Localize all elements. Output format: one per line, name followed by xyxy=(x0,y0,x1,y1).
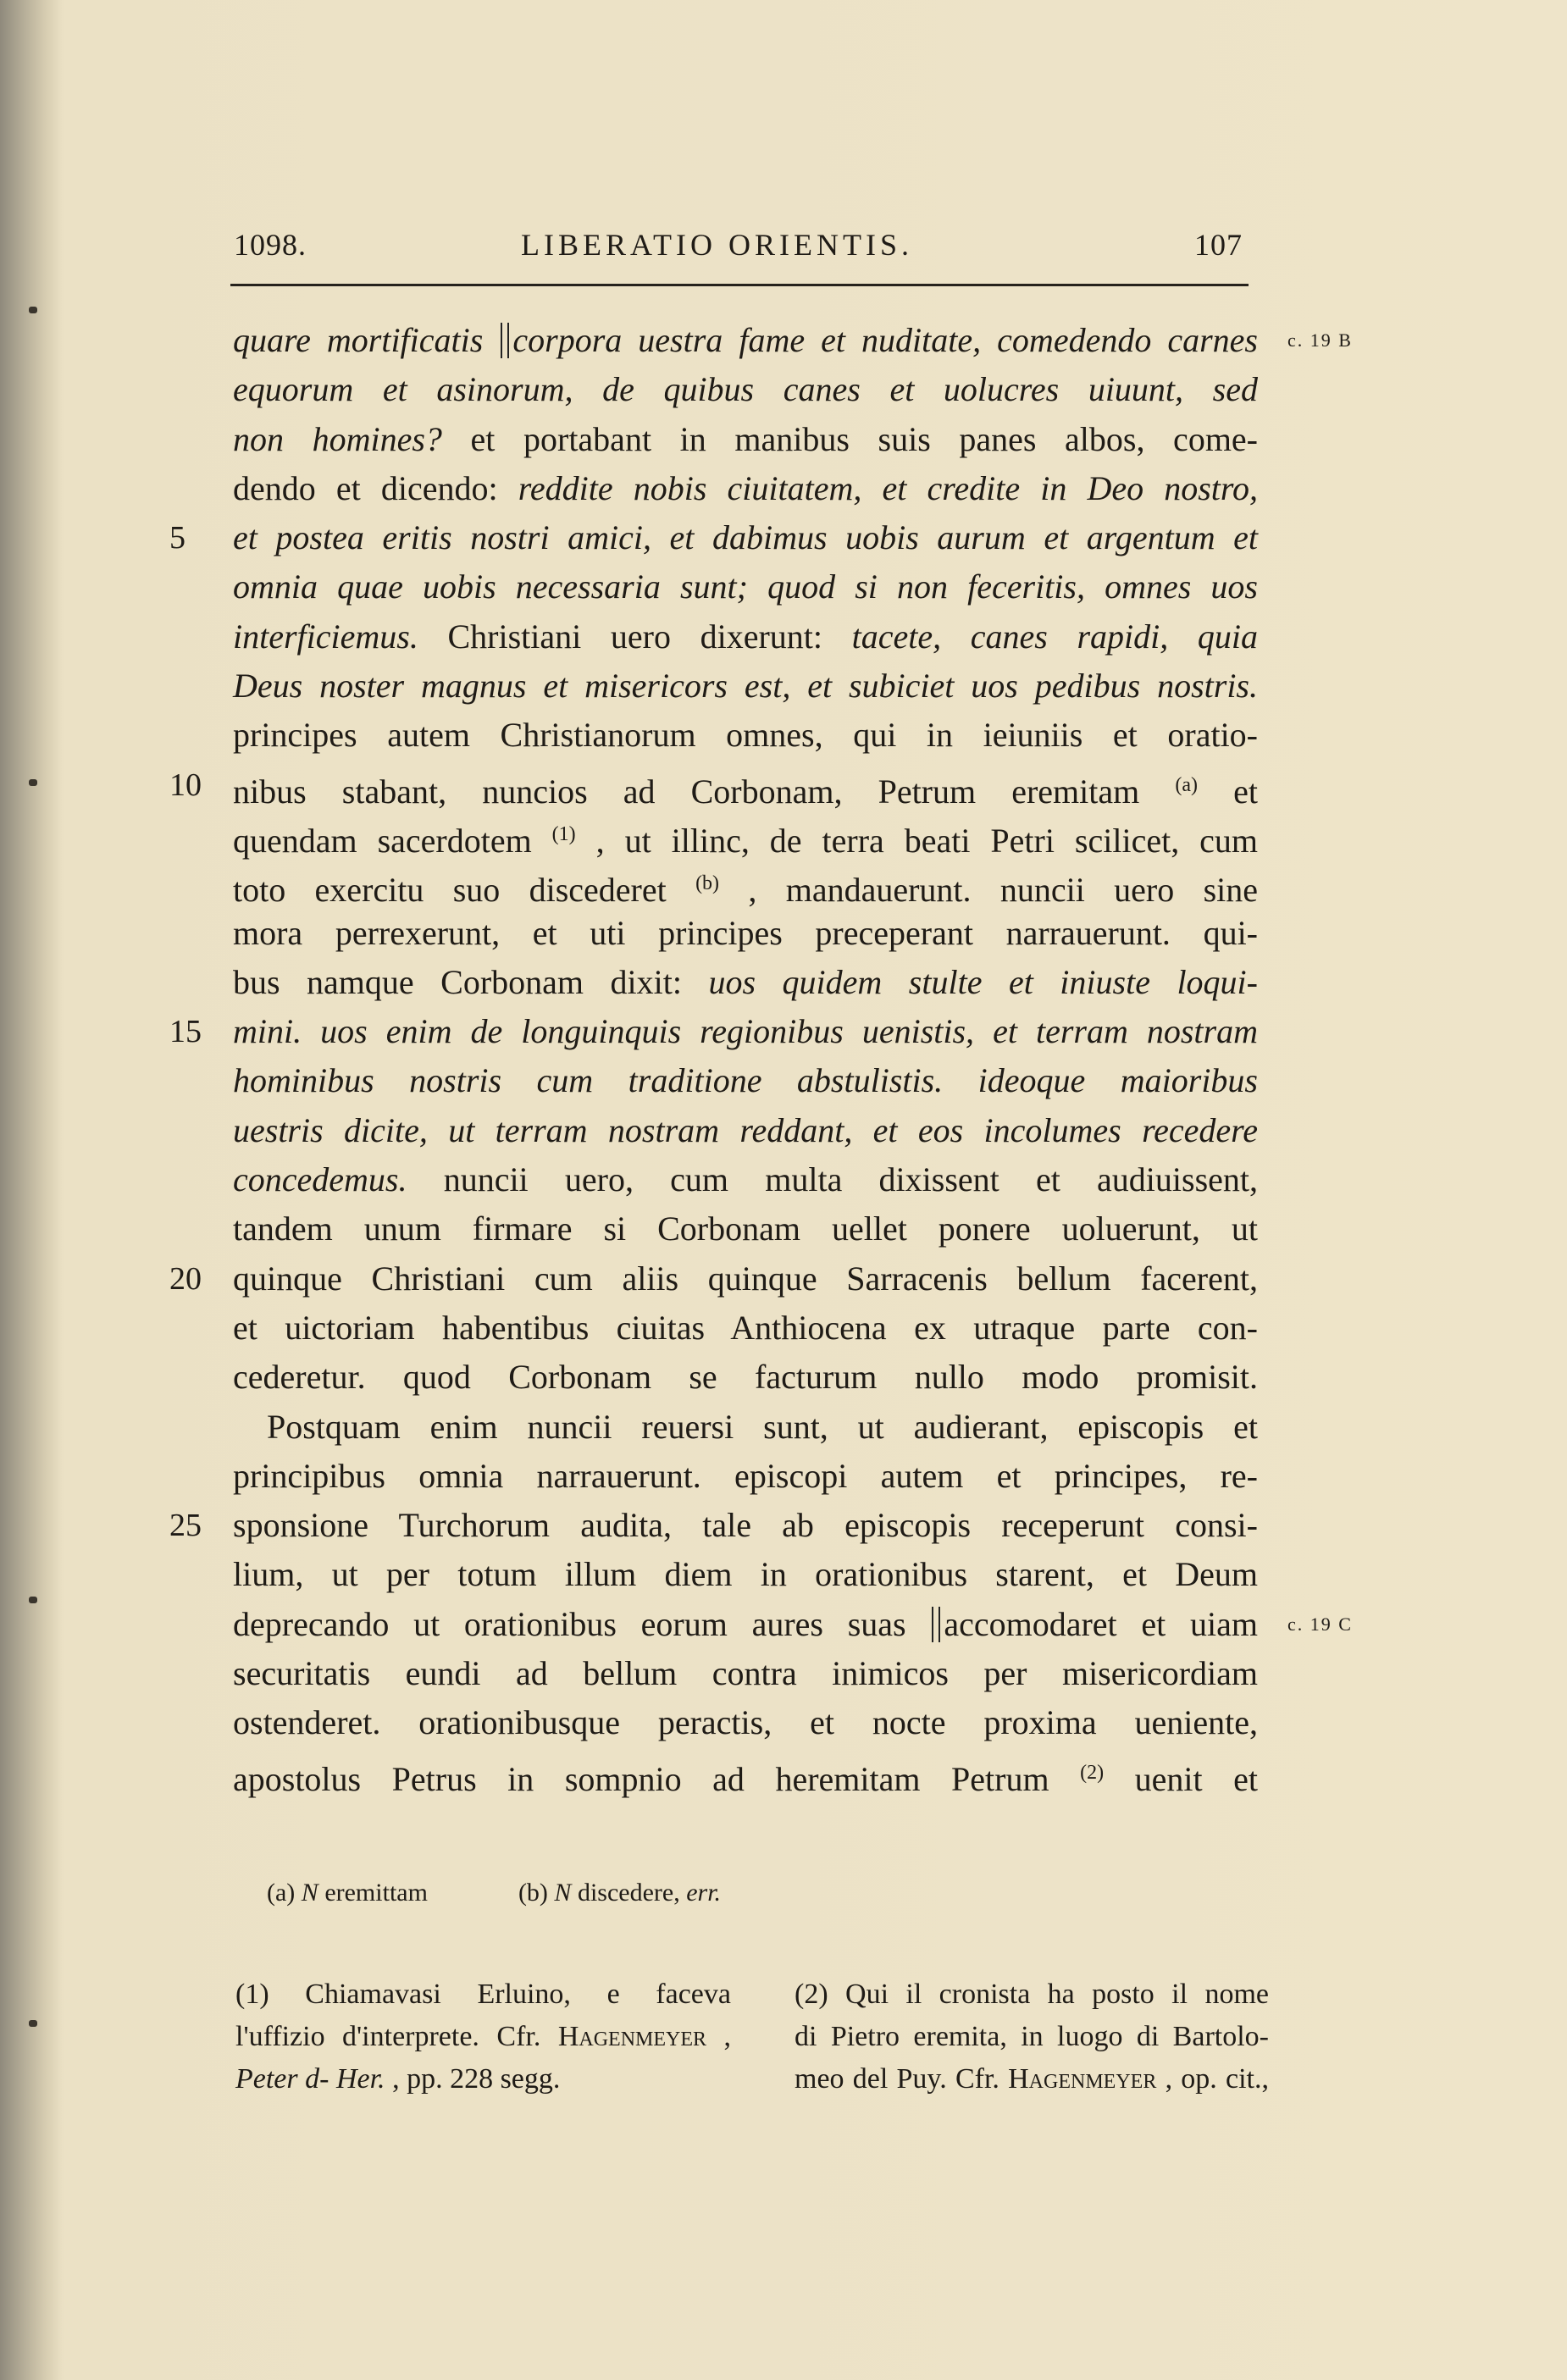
text-segment: et portabant in manibus suis panes albos, come- xyxy=(470,419,1259,458)
margin-reference: c. 19 C xyxy=(1287,1613,1353,1635)
text-line xyxy=(169,513,1258,562)
variant-mark: (a) xyxy=(267,1879,296,1907)
variant-text: eremittam xyxy=(324,1879,428,1907)
text-line xyxy=(169,1501,1258,1550)
text-line xyxy=(233,1748,1258,1797)
variant-siglum: N xyxy=(301,1879,318,1907)
text-segment: reddite nobis ciuitatem, et credite in Deo nostro, xyxy=(518,468,1259,507)
text-segment: tandem unum firmare si Corbonam uellet ponere uoluerunt, ut xyxy=(233,1209,1258,1248)
text-segment: hominibus nostris cum traditione abstulistis. ideoque maioribus xyxy=(233,1061,1258,1100)
footnote-line xyxy=(795,2016,1269,2058)
text-segment: di Pietro eremita, in luogo di Bartolo- xyxy=(795,2021,1269,2052)
text-segment: lium, ut per totum illum diem in orationibus starent, et Deum xyxy=(233,1555,1258,1594)
text-line xyxy=(233,1303,1258,1353)
variant-text: discedere, xyxy=(577,1879,680,1907)
text-line xyxy=(233,1452,1258,1501)
text-segment: , ut illinc, de terra beati Petri scilicet, cum xyxy=(595,821,1259,860)
footnote-ref: (b) xyxy=(695,872,720,895)
footnote-ref: (1) xyxy=(551,822,576,845)
text-segment: interficiemus. xyxy=(233,617,418,656)
text-segment: quinque Christiani cum aliis quinque Sarracenis bellum facerent, xyxy=(233,1259,1258,1298)
text-segment: l'uffizio d'interprete. Cfr. xyxy=(235,2021,558,2052)
text-segment: cederetur. quod Corbonam se facturum nullo modo promisit. xyxy=(233,1358,1258,1397)
text-segment: Peter d- Her. xyxy=(235,2063,385,2095)
text-line xyxy=(233,1550,1258,1599)
margin-reference: c. 19 B xyxy=(1287,329,1353,351)
text-line xyxy=(169,1007,1258,1056)
text-segment: mini. uos enim de longuinquis regionibus uenistis, et terram nostram xyxy=(233,1012,1258,1051)
column-break-mark xyxy=(932,1607,940,1642)
binding-mark xyxy=(29,779,37,786)
text-line xyxy=(233,711,1258,760)
text-line xyxy=(233,562,1258,612)
variant-siglum: N xyxy=(554,1879,572,1907)
text-segment: principes autem Christianorum omnes, qui in ieiuniis et oratio- xyxy=(233,716,1258,755)
main-text xyxy=(169,316,1353,1798)
column-break-mark xyxy=(501,323,509,358)
footnote-line xyxy=(235,1973,731,2016)
text-line xyxy=(233,464,1258,513)
text-segment: , xyxy=(723,2021,731,2052)
text-line xyxy=(233,958,1258,1007)
line-number: 25 xyxy=(169,1508,202,1544)
variant-note: err. xyxy=(686,1879,722,1907)
text-line xyxy=(233,415,1258,464)
line-number: 5 xyxy=(169,520,185,556)
binding-mark xyxy=(29,2020,37,2027)
binding-mark xyxy=(29,307,37,313)
text-line xyxy=(233,1649,1258,1698)
variant-notes xyxy=(267,1879,721,1907)
text-segment: corpora uestra fame et nuditate, comedendo carnes xyxy=(512,321,1258,359)
text-segment: uestris dicite, ut terram nostram reddant, et eos incolumes recedere xyxy=(233,1110,1258,1149)
text-segment: quendam sacerdotem xyxy=(233,821,552,860)
text-segment: , pp. 228 segg. xyxy=(392,2063,561,2095)
footnote-line xyxy=(235,2058,731,2100)
text-segment: mora perrexerunt, et uti principes preceperant narrauerunt. qui- xyxy=(233,913,1258,952)
text-segment: uos quidem stulte et iniuste loqui- xyxy=(708,962,1258,1001)
header-rule xyxy=(230,284,1249,286)
line-number: 15 xyxy=(169,1014,202,1050)
text-segment: meo del Puy. Cfr. xyxy=(795,2063,1009,2095)
text-line xyxy=(169,761,1258,811)
text-segment: deprecando ut orationibus eorum aures suas xyxy=(233,1604,931,1643)
text-segment: (1) Chiamavasi Erluino, e faceva xyxy=(235,1979,731,2010)
text-segment: securitatis eundi ad bellum contra inimicos per misericordiam xyxy=(233,1654,1258,1693)
text-segment: Christiani uero dixerunt: xyxy=(447,617,852,656)
text-segment: equorum et asinorum, de quibus canes et uolucres uiuunt, sed xyxy=(233,370,1258,409)
text-segment: omnia quae uobis necessaria sunt; quod si non feceritis, omnes uos xyxy=(233,567,1258,606)
text-line xyxy=(169,1254,1258,1303)
text-segment: sponsione Turchorum audita, tale ab episcopis receperunt consi- xyxy=(233,1506,1258,1545)
footnote-line xyxy=(795,1973,1269,2016)
footnote-1 xyxy=(235,1973,731,2100)
text-segment: non homines? xyxy=(233,419,471,458)
text-segment: Postquam enim nuncii reuersi sunt, ut audierant, episcopis et xyxy=(267,1407,1258,1446)
line-number: 10 xyxy=(169,767,202,803)
text-segment: quare mortificatis xyxy=(233,321,500,359)
text-segment: nuncii uero, cum multa dixissent et audiuissent, xyxy=(443,1160,1259,1199)
text-line xyxy=(233,1204,1258,1254)
text-segment: ostenderet. orationibusque peractis, et nocte proxima ueniente, xyxy=(233,1703,1258,1742)
text-segment: Hagenmeyer xyxy=(1008,2063,1157,2095)
text-line xyxy=(233,1106,1258,1155)
text-segment: nibus stabant, nuncios ad Corbonam, Petrum eremitam xyxy=(233,772,1176,811)
text-segment: et uictoriam habentibus ciuitas Anthiocena ex utraque parte con- xyxy=(233,1308,1258,1347)
text-line xyxy=(233,661,1258,711)
binding-mark xyxy=(29,1597,37,1603)
text-line xyxy=(233,1698,1258,1747)
text-segment: principibus omnia narrauerunt. episcopi autem et principes, re- xyxy=(233,1456,1258,1495)
text-line xyxy=(233,859,1258,908)
text-line xyxy=(233,316,1353,365)
text-segment: (2) Qui il cronista ha posto il nome xyxy=(795,1979,1269,2010)
text-segment: tacete, canes rapidi, quia xyxy=(851,617,1259,656)
text-line xyxy=(233,1600,1353,1649)
text-line xyxy=(233,810,1258,859)
footnote-2 xyxy=(795,1973,1269,2100)
text-segment: Deus noster magnus et misericors est, et subiciet uos pedibus nostris. xyxy=(233,667,1258,706)
text-line xyxy=(233,365,1258,414)
text-segment: dendo et dicendo: xyxy=(233,468,518,507)
text-segment: et xyxy=(1233,772,1258,811)
text-line xyxy=(233,1403,1258,1452)
header-title: LIBERATIO ORIENTIS. xyxy=(521,228,913,262)
text-segment: , op. cit., xyxy=(1165,2063,1270,2095)
text-segment: uenit et xyxy=(1134,1759,1259,1798)
text-line xyxy=(233,909,1258,958)
footnote-ref: (a) xyxy=(1175,773,1199,796)
header-year: 1098. xyxy=(234,228,307,262)
text-segment: bus namque Corbonam dixit: xyxy=(233,962,709,1001)
footnote-line xyxy=(235,2016,731,2058)
text-line xyxy=(233,1353,1258,1402)
text-segment: , mandauerunt. nuncii uero sine xyxy=(748,871,1259,910)
page-number: 107 xyxy=(1194,228,1243,262)
footnote-line xyxy=(795,2058,1269,2100)
footnote-ref: (2) xyxy=(1080,1761,1105,1784)
text-segment: toto exercitu suo discederet xyxy=(233,871,696,910)
text-segment: concedemus. xyxy=(233,1160,407,1199)
text-line xyxy=(233,612,1258,661)
text-segment: Hagenmeyer xyxy=(557,2021,707,2052)
text-segment: apostolus Petrus in sompnio ad heremitam Petrum xyxy=(233,1759,1081,1798)
variant-mark: (b) xyxy=(518,1879,548,1907)
line-number: 20 xyxy=(169,1260,202,1297)
text-segment: accomodaret et uiam xyxy=(944,1604,1258,1643)
text-line xyxy=(233,1056,1258,1105)
text-segment: et postea eritis nostri amici, et dabimus uobis aurum et argentum et xyxy=(233,518,1258,557)
text-line xyxy=(233,1155,1258,1204)
